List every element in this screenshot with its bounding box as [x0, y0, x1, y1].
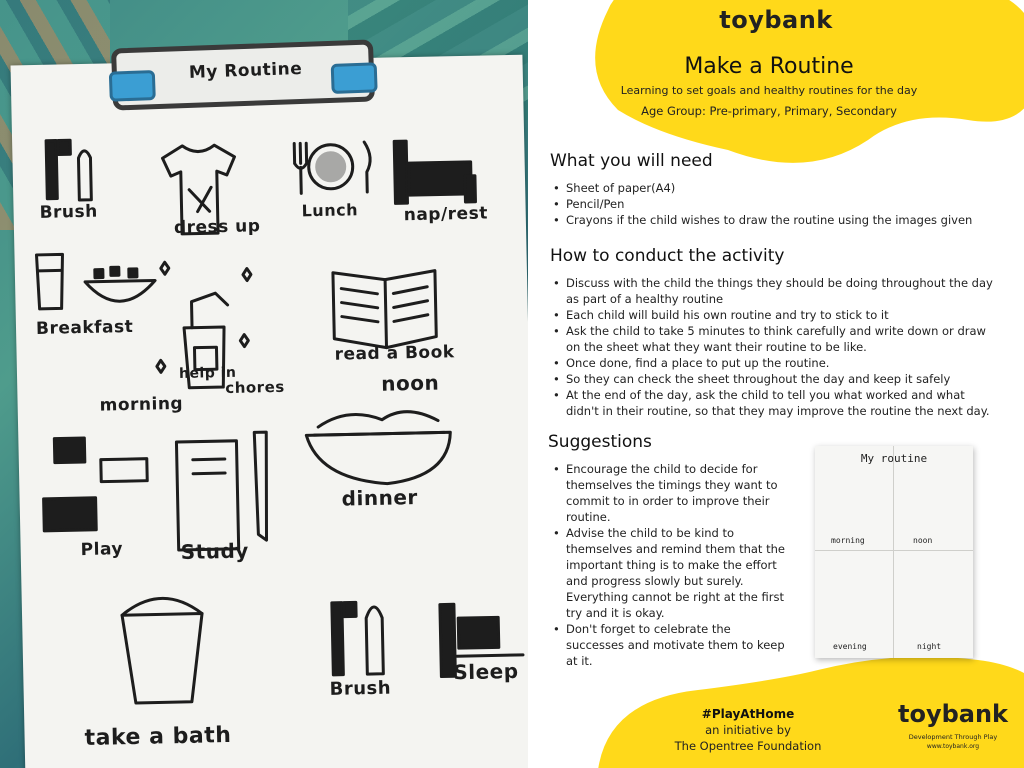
list-item: • Ask the child to take 5 minutes to think carefully and write down or draw on the sheet what they want their routine to be like. [552, 323, 1000, 355]
toothbrush-icon [332, 602, 383, 675]
example-routine-sheet [815, 446, 973, 658]
list-item: • Once done, find a place to put up the routine. [552, 355, 1000, 371]
label-lunch: Lunch [301, 200, 359, 221]
list-item: • So they can check the sheet throughout the day and keep it safely [552, 371, 1000, 387]
website: www.toybank.org [926, 743, 980, 750]
fold-line [815, 550, 973, 551]
activity-sheet [528, 0, 1024, 768]
toybank-logo: toybank [719, 6, 833, 34]
section-heading-need: What you will need [550, 151, 713, 171]
label-brush-night: Brush [329, 677, 392, 700]
section-heading-suggestions: Suggestions [548, 432, 652, 452]
label-noon: noon [381, 370, 440, 396]
label-dress-up: dress up [173, 216, 261, 239]
need-list [552, 180, 1012, 228]
glass-icon [36, 254, 63, 309]
section-heading-conduct: How to conduct the activity [550, 246, 785, 266]
label-nap-rest: nap/rest [403, 203, 489, 226]
page-title: Make a Routine [684, 54, 854, 79]
initiative-text: an initiative by [705, 723, 791, 737]
label-breakfast: Breakfast [35, 316, 134, 339]
drawing-paper [11, 55, 528, 768]
clip-end-left [109, 70, 156, 102]
quadrant-label-noon: noon [913, 536, 933, 545]
list-item: • Each child will build his own routine and try to stick to it [552, 307, 1000, 323]
quadrant-label-night: night [917, 642, 942, 651]
list-item: • At the end of the day, ask the child to tell you what worked and what didn't in their routine, so that they may improve the routine the next day. [552, 387, 1000, 419]
drawing-title: My Routine [188, 58, 303, 83]
open-book-icon [333, 271, 437, 349]
label-chores: chores [225, 377, 285, 398]
label-read-a-book: read a Book [334, 342, 455, 365]
label-dinner: dinner [341, 485, 418, 511]
age-group: Age Group: Pre-primary, Primary, Secondary [641, 104, 897, 118]
list-item: • Don't forget to celebrate the successes and motivate them to keep at it. [552, 621, 790, 669]
toybank-logo-footer: toybank [897, 700, 1009, 728]
list-item: • Sheet of paper(A4) [552, 180, 1012, 196]
fold-line [893, 446, 894, 658]
example-sheet-title: My routine [860, 452, 928, 465]
label-take-a-bath: take a bath [84, 722, 232, 752]
page-subtitle: Learning to set goals and healthy routines for the day [620, 84, 918, 97]
bucket-icon [122, 598, 204, 704]
label-help-in: help in [178, 364, 237, 382]
label-study: Study [180, 538, 250, 564]
list-item: • Discuss with the child the things they should be doing throughout the day as part of a healthy routine [552, 275, 1000, 307]
dinner-bowl-icon [306, 411, 451, 486]
list-item: • Pencil/Pen [552, 196, 1012, 212]
list-item: • Encourage the child to decide for themselves the timings they want to commit to in order to improve their routine. [552, 461, 790, 525]
clip-end-right [331, 62, 378, 94]
clipboard-clip [111, 39, 375, 110]
notebook-icon [176, 432, 268, 550]
lunch-plate-icon [294, 142, 371, 194]
list-item: • Advise the child to be kind to themselves and remind them that the important thing is to make the effort and progress slowly but surely. Everything cannot be right at the first try and it is okay. [552, 525, 790, 621]
toothbrush-icon [46, 140, 91, 201]
blocks-icon [42, 437, 148, 531]
bed-icon [394, 140, 475, 204]
list-item: • Crayons if the child wishes to draw the routine using the images given [552, 212, 1012, 228]
hashtag: #PlayAtHome [701, 707, 795, 721]
foundation-name: The Opentree Foundation [674, 739, 822, 753]
quadrant-label-morning: morning [831, 536, 865, 545]
label-play: Play [80, 539, 124, 561]
label-brush: Brush [39, 201, 98, 223]
label-sleep: Sleep [453, 658, 519, 685]
bowl-icon [85, 266, 156, 301]
drawing-sketches [11, 55, 528, 768]
label-morning: morning [99, 393, 184, 416]
quadrant-label-evening: evening [833, 642, 867, 651]
suggestions-list [552, 461, 790, 669]
conduct-list [552, 275, 1000, 419]
tagline: Development Through Play [908, 733, 998, 741]
